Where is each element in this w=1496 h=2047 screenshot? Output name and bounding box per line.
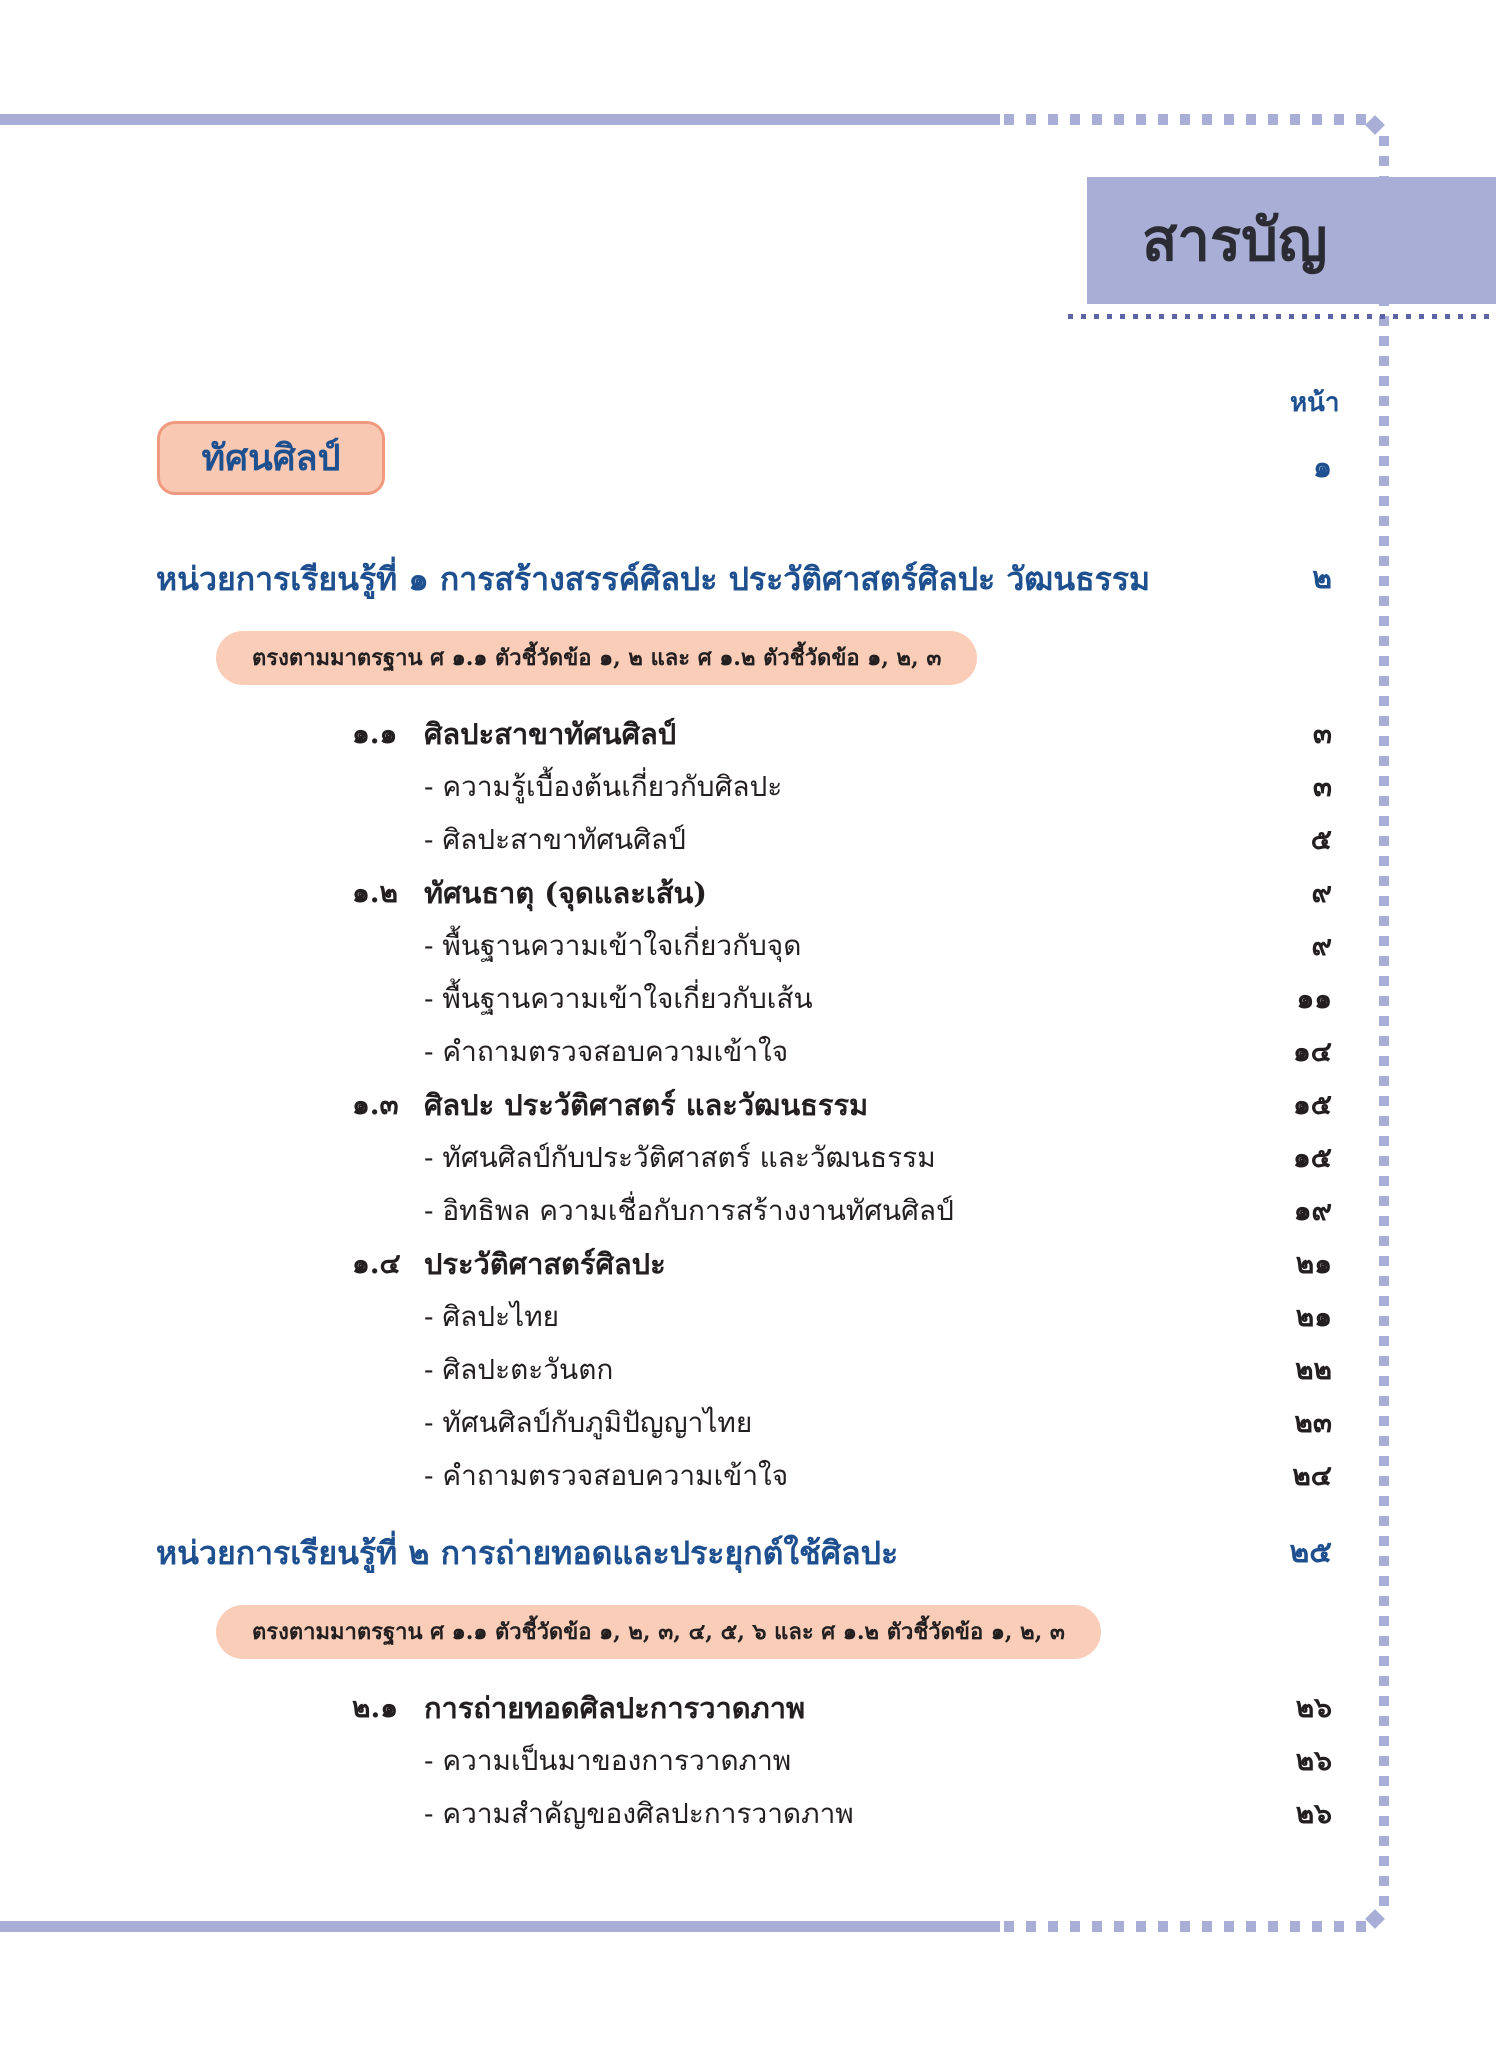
entry-page: ๒๑ xyxy=(1295,1300,1332,1333)
entry-page: ๒๔ xyxy=(1292,1459,1332,1492)
toc-entry xyxy=(0,974,1496,1024)
entry-text: - คำถามตรวจสอบความเข้าใจ xyxy=(424,1459,789,1492)
entry-text: ศิลปะสาขาทัศนศิลป์ xyxy=(424,717,677,751)
entry-page: ๒๓ xyxy=(1294,1406,1332,1439)
entry-page: ๒๒ xyxy=(1295,1353,1332,1386)
toc-entry xyxy=(0,815,1496,865)
toc-entry xyxy=(0,1239,1496,1289)
entry-page: ๒๖ xyxy=(1295,1691,1332,1724)
entry-text: - คำถามตรวจสอบความเข้าใจ xyxy=(424,1035,789,1068)
entry-page: ๙ xyxy=(1311,876,1332,909)
entry-text: - ความเป็นมาของการวาดภาพ xyxy=(424,1744,792,1777)
page-column-header: หน้า xyxy=(1290,388,1340,418)
entry-page: ๒๑ xyxy=(1295,1247,1332,1280)
entry-text: ประวัติศาสตร์ศิลปะ xyxy=(424,1247,666,1281)
entry-text: - ศิลปะไทย xyxy=(424,1300,560,1333)
toc-entry xyxy=(0,1789,1496,1839)
unit-page: ๒ xyxy=(1312,561,1332,596)
entry-page: ๕ xyxy=(1310,823,1332,856)
entry-text: การถ่ายทอดศิลปะการวาดภาพ xyxy=(424,1691,806,1725)
entry-text: - ศิลปะตะวันตก xyxy=(424,1353,614,1386)
toc-entry xyxy=(0,868,1496,918)
section-page: ๑ xyxy=(1312,450,1332,485)
entry-number: ๑.๒ xyxy=(352,876,398,909)
entry-text: - ศิลปะสาขาทัศนศิลป์ xyxy=(424,823,686,856)
toc-entry xyxy=(0,1736,1496,1786)
toc-entry xyxy=(0,1027,1496,1077)
toc-entry xyxy=(0,1683,1496,1733)
toc-entry xyxy=(0,1080,1496,1130)
entry-page: ๑๕ xyxy=(1293,1141,1332,1174)
toc-entry xyxy=(0,1133,1496,1183)
bottom-border-bar xyxy=(0,1921,1000,1932)
unit-title: หน่วยการเรียนรู้ที่ ๒ การถ่ายทอดและประยุกต์ใช้ศิลปะ xyxy=(156,1534,899,1572)
entry-text: - ความสำคัญของศิลปะการวาดภาพ xyxy=(424,1797,854,1830)
entry-text: ศิลปะ ประวัติศาสตร์ และวัฒนธรรม xyxy=(424,1088,869,1122)
entry-text: - พื้นฐานความเข้าใจเกี่ยวกับเส้น xyxy=(424,982,813,1015)
entry-page: ๙ xyxy=(1311,929,1332,962)
toc-entry xyxy=(0,1451,1496,1501)
unit-title: หน่วยการเรียนรู้ที่ ๑ การสร้างสรรค์ศิลปะ ประวัติศาสตร์ศิลปะ วัฒนธรรม xyxy=(156,560,1151,598)
entry-page: ๑๑ xyxy=(1296,982,1332,1015)
entry-number: ๑.๑ xyxy=(352,717,398,750)
toc-entry xyxy=(0,762,1496,812)
entry-number: ๑.๓ xyxy=(352,1088,399,1121)
page-title: สารบัญ xyxy=(1142,206,1328,274)
entry-text: - ทัศนศิลป์กับประวัติศาสตร์ และวัฒนธรรม xyxy=(424,1141,936,1174)
entry-text: ทัศนธาตุ (จุดและเส้น) xyxy=(424,876,708,910)
toc-entry xyxy=(0,921,1496,971)
bottom-border-dots xyxy=(1004,1921,1370,1932)
unit-page: ๒๕ xyxy=(1289,1535,1332,1570)
standard-banner: ตรงตามมาตรฐาน ศ ๑.๑ ตัวชี้วัดข้อ ๑, ๒, ๓, ๔, ๕, ๖ และ ศ ๑.๒ ตัวชี้วัดข้อ ๑, ๒, ๓ xyxy=(216,1605,1101,1659)
title-underline-dots xyxy=(1068,314,1496,319)
toc-entry xyxy=(0,709,1496,759)
toc-entry xyxy=(0,1345,1496,1395)
entry-text: - ทัศนศิลป์กับภูมิปัญญาไทย xyxy=(424,1406,753,1439)
entry-page: ๑๙ xyxy=(1293,1194,1332,1227)
entry-text: - อิทธิพล ความเชื่อกับการสร้างงานทัศนศิลป์ xyxy=(424,1194,954,1227)
toc-entry xyxy=(0,1398,1496,1448)
section-label: ทัศนศิลป์ xyxy=(157,421,385,495)
entry-page: ๑๔ xyxy=(1293,1035,1332,1068)
entry-number: ๒.๑ xyxy=(352,1691,398,1724)
entry-text: - พื้นฐานความเข้าใจเกี่ยวกับจุด xyxy=(424,929,802,962)
standard-banner: ตรงตามมาตรฐาน ศ ๑.๑ ตัวชี้วัดข้อ ๑, ๒ และ ศ ๑.๒ ตัวชี้วัดข้อ ๑, ๒, ๓ xyxy=(216,631,977,685)
entry-page: ๑๕ xyxy=(1293,1088,1332,1121)
entry-page: ๓ xyxy=(1312,770,1332,803)
top-border-bar xyxy=(0,114,1000,125)
entry-page: ๓ xyxy=(1312,717,1332,750)
entry-page: ๒๖ xyxy=(1295,1744,1332,1777)
entry-page: ๒๖ xyxy=(1295,1797,1332,1830)
entry-text: - ความรู้เบื้องต้นเกี่ยวกับศิลปะ xyxy=(424,770,783,803)
top-border-dots xyxy=(1004,114,1370,125)
entry-number: ๑.๔ xyxy=(352,1247,401,1280)
toc-entry xyxy=(0,1292,1496,1342)
toc-entry xyxy=(0,1186,1496,1236)
